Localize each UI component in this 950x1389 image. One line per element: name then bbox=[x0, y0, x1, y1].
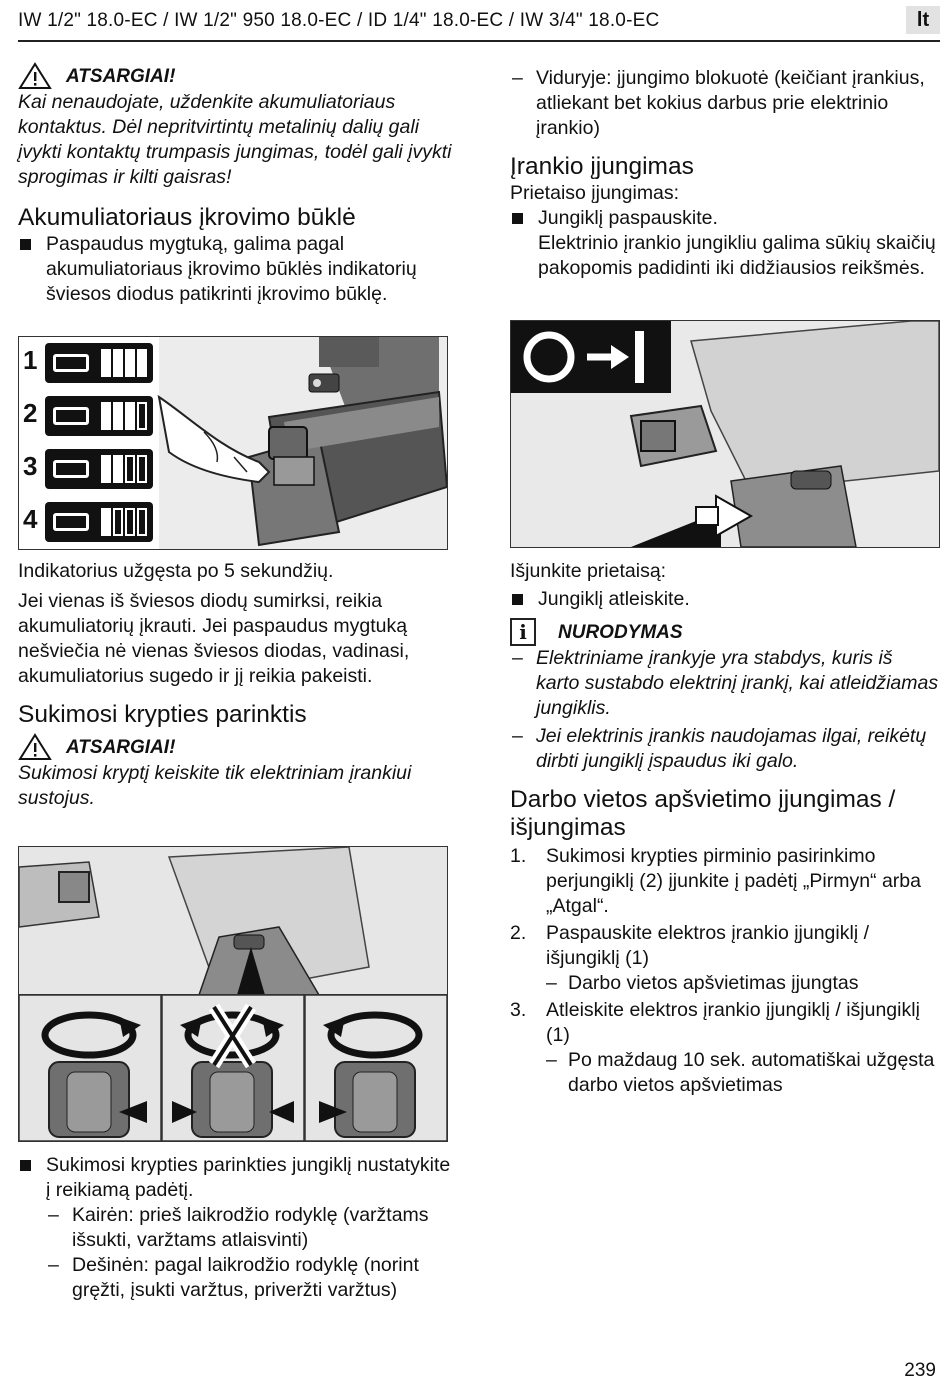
step-subitem: – Darbo vietos apšvietimas įjungtas bbox=[546, 972, 859, 994]
battery-led-bar bbox=[125, 455, 135, 483]
bullet-release-switch: Jungiklį atleiskite. bbox=[510, 587, 940, 612]
battery-led-bar bbox=[113, 349, 123, 377]
warning-battery-contacts bbox=[18, 62, 458, 90]
page-number: 239 bbox=[904, 1360, 936, 1381]
battery-led-bar bbox=[113, 508, 123, 536]
battery-level-number: 4 bbox=[23, 504, 38, 534]
step-item: 3. Atleiskite elektros įrankio įjungiklį / išjungiklį (1) bbox=[510, 999, 920, 1046]
warning-text: Sukimosi kryptį keiskite tik elektriniam įrankiui sustojus. bbox=[18, 762, 412, 809]
step-subitem: – Po maždaug 10 sek. automatiškai užgęsta darbo vietos apšvietimas bbox=[546, 1049, 935, 1096]
left-column-top bbox=[18, 62, 458, 307]
label-right: Dešinėn: bbox=[72, 1254, 149, 1276]
para-off-intro: Išjunkite prietaisą: bbox=[510, 560, 667, 582]
battery-led-bar bbox=[101, 455, 111, 483]
battery-led-bar bbox=[101, 402, 111, 430]
battery-icon bbox=[45, 449, 153, 489]
right-column-middle bbox=[510, 559, 940, 1098]
battery-led-bar bbox=[101, 508, 111, 536]
heading-work-light: Darbo vietos apšvietimo įjungimas / išjungimas bbox=[510, 786, 896, 841]
bullet-press-switch: Jungiklį paspauskite. bbox=[510, 206, 940, 231]
language-tab: lt bbox=[906, 6, 940, 34]
note-title: NURODYMAS bbox=[558, 621, 683, 643]
step-item: 1. Sukimosi krypties pirminio pasirinkimo perjungiklį (2) įjunkite į padėtį „Pirmyn“ arba „Atgal“. bbox=[510, 845, 921, 917]
heading-rotation-direction: Sukimosi krypties parinktis bbox=[18, 701, 307, 728]
battery-led-bar bbox=[137, 455, 147, 483]
list-item-left-rotation: – Kairėn: prieš laikrodžio rodyklę (varžtams išsukti, varžtams atlaisvinti) bbox=[48, 1204, 429, 1251]
label-middle: Viduryje: bbox=[536, 67, 612, 89]
para-on-intro: Prietaiso įjungimas: bbox=[510, 182, 680, 204]
battery-level-number: 3 bbox=[23, 451, 38, 481]
warning-triangle-icon bbox=[18, 62, 52, 90]
battery-led-bar bbox=[137, 508, 147, 536]
battery-led-bar bbox=[125, 508, 135, 536]
battery-led-bar bbox=[113, 455, 123, 483]
heading-tool-on: Įrankio įjungimas bbox=[510, 153, 694, 180]
battery-level-list bbox=[19, 337, 159, 549]
header-divider bbox=[18, 40, 940, 42]
battery-led-bar bbox=[137, 402, 147, 430]
list-item-right-rotation: – Dešinėn: pagal laikrodžio rodyklę (norint gręžti, įsukti varžtus, priveržti varžtus) bbox=[48, 1254, 419, 1301]
figure-rotation-switch bbox=[18, 846, 448, 1142]
label-left: Kairėn: bbox=[72, 1204, 134, 1226]
battery-led-bar bbox=[137, 349, 147, 377]
note-item: – Jei elektrinis įrankis naudojamas ilgai, reikėtų dirbti jungiklį įspaudus iki galo. bbox=[512, 725, 927, 772]
battery-led-bar bbox=[101, 349, 111, 377]
battery-icon bbox=[45, 502, 153, 542]
bullet-set-switch: Sukimosi krypties parinkties jungiklį nustatykite į reikiamą padėtį. bbox=[18, 1153, 458, 1203]
figure-battery-indicator bbox=[18, 336, 448, 550]
battery-led-bar bbox=[125, 349, 135, 377]
battery-level-row bbox=[19, 390, 159, 443]
warning-triangle-icon bbox=[18, 733, 52, 761]
right-column-top bbox=[510, 66, 940, 281]
warning-rotation bbox=[18, 733, 458, 761]
battery-led-bar bbox=[113, 402, 123, 430]
battery-icon bbox=[45, 396, 153, 436]
warning-text: Kai nenaudojate, uždenkite akumuliatoriaus kontaktus. Dėl nepritvirtintų metalinių dalių gali įvykti kontaktų trumpasis jungimas, todėl gali įvykti sprogimas ir kilti gaisras! bbox=[18, 91, 452, 188]
battery-level-number: 2 bbox=[23, 398, 38, 428]
para-indicator-off: Indikatorius užgęsta po 5 sekundžių. bbox=[18, 560, 334, 582]
heading-charge-state: Akumuliatoriaus įkrovimo būklė bbox=[18, 204, 356, 231]
list-item-middle-position: – Viduryje: įjungimo blokuotė (keičiant įrankius, atliekant bet kokius darbus prie elektrinio įrankio) bbox=[512, 67, 925, 139]
figure-trigger-switch bbox=[510, 320, 940, 548]
page-header-title: IW 1/2" 18.0-EC / IW 1/2" 950 18.0-EC / ID 1/4" 18.0-EC / IW 3/4" 18.0-EC bbox=[18, 10, 660, 31]
bullet-charge-check: Paspaudus mygtuką, galima pagal akumuliatoriaus įkrovimo būklės indikatorių šviesos diodus patikrinti įkrovimo būklę. bbox=[18, 232, 458, 307]
note-item: – Elektriniame įrankyje yra stabdys, kuris iš karto sustabdo elektrinį įrankį, kai atleidžiamas jungiklis. bbox=[512, 647, 939, 719]
battery-level-row bbox=[19, 443, 159, 496]
para-speed-steps: Elektrinio įrankio jungikliu galima sūkių skaičių pakopomis padidinti iki didžiausios reikšmės. bbox=[538, 232, 936, 279]
left-column-bottom bbox=[18, 1153, 458, 1303]
note-header bbox=[510, 618, 940, 646]
battery-level-row bbox=[19, 496, 159, 549]
para-led-blink: Jei vienas iš šviesos diodų sumirksi, reikia akumuliatorių įkrauti. Jei paspaudus mygtuką nešviečia nė vienas šviesos diodas, vadinasi, akumuliatorius sugedo ir jį reikia pakeisti. bbox=[18, 590, 410, 687]
warning-title: ATSARGIAI! bbox=[66, 736, 176, 758]
left-column-middle bbox=[18, 559, 458, 811]
battery-level-number: 1 bbox=[23, 345, 38, 375]
battery-level-row bbox=[19, 337, 159, 390]
steps-list bbox=[510, 844, 940, 1098]
battery-led-bar bbox=[125, 402, 135, 430]
step-item: 2. Paspauskite elektros įrankio įjungiklį / išjungiklį (1) bbox=[510, 922, 869, 969]
warning-title: ATSARGIAI! bbox=[66, 65, 176, 87]
info-icon: i bbox=[510, 618, 536, 646]
battery-icon bbox=[45, 343, 153, 383]
